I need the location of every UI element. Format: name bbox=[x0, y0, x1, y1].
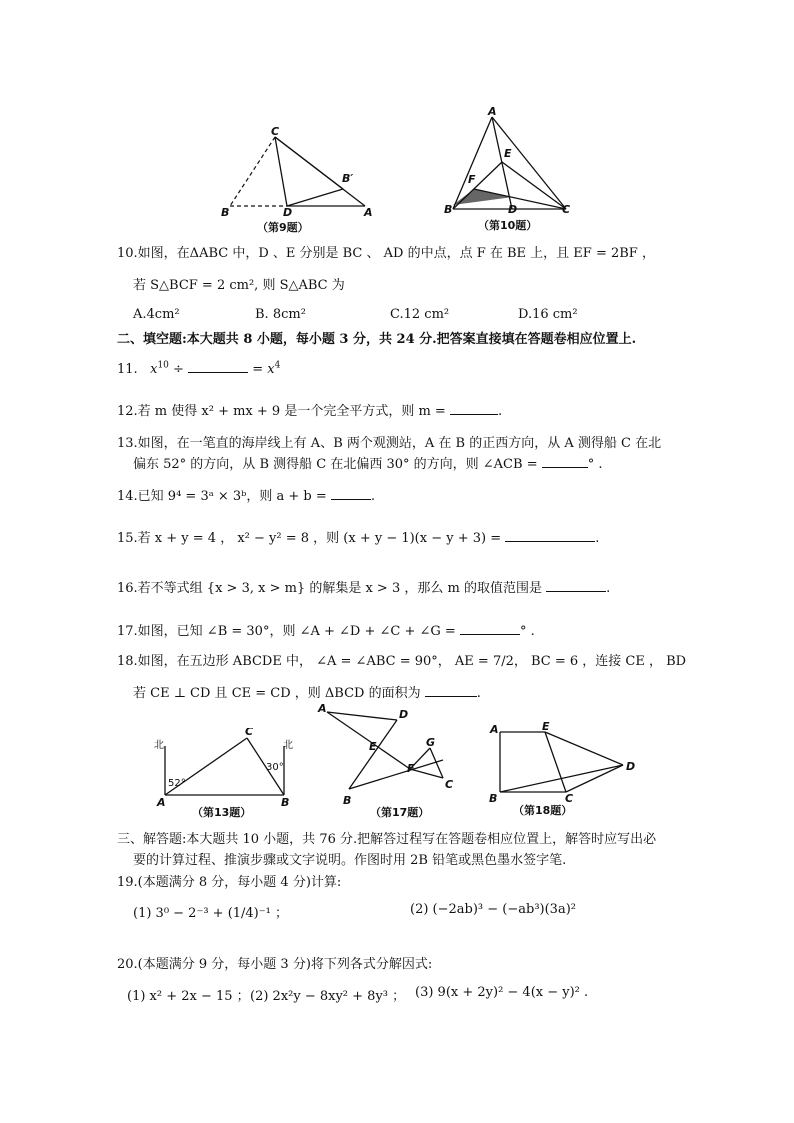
fig18-caption: （第18题） bbox=[513, 804, 573, 817]
fig18-label-C: C bbox=[565, 792, 574, 805]
figure-13 bbox=[150, 728, 305, 823]
q10-option-d: D.16 cm² bbox=[518, 307, 578, 322]
question-19-part1: (1) 3⁰ − 2⁻³ + (1/4)⁻¹ ； bbox=[133, 906, 288, 921]
fig10-caption: （第10题） bbox=[478, 219, 538, 232]
question-18-line1: 18.如图，在五边形 ABCDE 中， ∠A = ∠ABC = 90°， AE = 7/2， BC = 6 ，连接 CE ， BD bbox=[117, 654, 687, 669]
figure-10 bbox=[440, 105, 585, 235]
fig17-label-B: B bbox=[343, 794, 352, 807]
q10-option-b: B. 8cm² bbox=[255, 307, 306, 322]
question-17: 17.如图，已知 ∠B = 30°，则 ∠A + ∠D + ∠C + ∠G = ° . bbox=[117, 624, 535, 639]
fig13-label-C: C bbox=[245, 728, 254, 738]
q15-blank bbox=[505, 529, 595, 542]
q18-blank bbox=[425, 684, 477, 697]
question-19-title: 19.(本题满分 8 分，每小题 4 分)计算: bbox=[117, 875, 342, 890]
q14-blank bbox=[331, 487, 371, 500]
q10-option-c: C.12 cm² bbox=[390, 307, 450, 322]
fig13-north-right: 北 bbox=[283, 740, 293, 751]
question-18-line2: 若 CE ⊥ CD 且 CE = CD ，则 ΔBCD 的面积为 . bbox=[133, 686, 481, 701]
fig18-label-E: E bbox=[542, 720, 550, 733]
question-13-line2: 偏东 52° 的方向，从 B 测得船 C 在北偏西 30° 的方向，则 ∠ACB = ° . bbox=[133, 457, 603, 472]
q13-blank bbox=[542, 455, 588, 468]
q12-blank bbox=[450, 402, 498, 415]
q14-text: 14.已知 9⁴ = 3ᵃ × 3ᵇ，则 a + b = bbox=[117, 489, 327, 504]
q18-text: 若 CE ⊥ CD 且 CE = CD ，则 ΔBCD 的面积为 bbox=[133, 686, 421, 701]
fig9-label-D: D bbox=[283, 206, 293, 219]
question-16: 16.若不等式组 {x > 3, x > m} 的解集是 x > 3 ，那么 m 的取值范围是 . bbox=[117, 581, 611, 596]
fig13-label-B: B bbox=[281, 796, 290, 809]
question-13-line1: 13.如图，在一笔直的海岸线上有 A、B 两个观测站，A 在 B 的正西方向，从 A 测得船 C 在北 bbox=[117, 436, 662, 451]
q11-number: 11. bbox=[117, 362, 138, 377]
fig13-angle-30: 30° bbox=[266, 762, 284, 773]
figure-18 bbox=[485, 720, 645, 820]
fig9-caption: （第9题） bbox=[257, 221, 309, 234]
q17-blank bbox=[460, 622, 520, 635]
fig18-label-D: D bbox=[626, 760, 636, 773]
figure-17 bbox=[315, 700, 465, 822]
q16-blank bbox=[546, 579, 606, 592]
question-14: 14.已知 9⁴ = 3ᵃ × 3ᵇ，则 a + b = . bbox=[117, 489, 376, 504]
question-15: 15.若 x + y = 4 ， x² − y² = 8 ，则 (x + y − 1)(x − y + 3) = . bbox=[117, 531, 600, 546]
question-10-line1: 10.如图，在ΔABC 中，D 、E 分别是 BC 、 AD 的中点，点 F 在 BE 上，且 EF = 2BF ， bbox=[117, 246, 655, 261]
question-12: 12.若 m 使得 x² + mx + 9 是一个完全平方式，则 m = . bbox=[117, 404, 503, 419]
section-3-heading-line2: 要的计算过程、推演步骤或文字说明。作图时用 2B 铅笔或黑色墨水签字笔. bbox=[133, 853, 567, 868]
question-19-part2: (2) (−2ab)³ − (−ab³)(3a)² bbox=[410, 902, 576, 917]
fig10-label-A: A bbox=[488, 105, 497, 118]
q16-text: 16.若不等式组 {x > 3, x > m} 的解集是 x > 3 ，那么 m 的取值范围是 bbox=[117, 581, 542, 596]
q15-text: 15.若 x + y = 4 ， x² − y² = 8 ，则 (x + y − 1)(x − y + 3) = bbox=[117, 531, 502, 546]
fig17-label-E: E bbox=[369, 740, 377, 753]
question-20-part1: (1) x² + 2x − 15 ； bbox=[127, 989, 250, 1004]
fig13-caption: （第13题） bbox=[192, 806, 252, 819]
question-11: 11. $x^{10}$ ÷ = $x^4$ bbox=[117, 360, 281, 377]
fig17-caption: （第17题） bbox=[370, 806, 430, 819]
question-10-line2: 若 S△BCF = 2 cm², 则 S△ABC 为 bbox=[133, 278, 345, 293]
fig17-label-G: G bbox=[426, 736, 436, 749]
fig9-label-B-prime: B′ bbox=[342, 172, 354, 185]
section-2-heading: 二、填空题:本大题共 8 小题，每小题 3 分，共 24 分.把答案直接填在答题卷相应位置上. bbox=[117, 332, 637, 347]
fig13-label-A: A bbox=[157, 796, 166, 809]
fig9-label-B: B bbox=[221, 206, 230, 219]
question-20-title: 20.(本题满分 9 分，每小题 3 分)将下列各式分解因式: bbox=[117, 957, 433, 972]
fig10-label-C: C bbox=[562, 203, 571, 216]
fig10-label-F: F bbox=[468, 173, 476, 186]
q13-text: 偏东 52° 的方向，从 B 测得船 C 在北偏西 30° 的方向，则 ∠ACB = bbox=[133, 457, 538, 472]
fig10-label-D: D bbox=[508, 203, 518, 216]
question-20-part2: (2) 2x²y − 8xy² + 8y³ ； bbox=[250, 989, 406, 1004]
fig13-angle-52: 52° bbox=[168, 778, 186, 789]
fig10-label-E: E bbox=[504, 147, 512, 160]
fig17-label-A: A bbox=[318, 702, 327, 715]
fig18-label-A: A bbox=[490, 723, 499, 736]
fig17-label-D: D bbox=[399, 708, 409, 721]
q17-text: 17.如图，已知 ∠B = 30°，则 ∠A + ∠D + ∠C + ∠G = bbox=[117, 624, 456, 639]
fig9-label-A: A bbox=[364, 206, 373, 219]
fig17-label-C: C bbox=[445, 778, 454, 791]
fig17-label-F: F bbox=[407, 762, 415, 775]
fig18-label-B: B bbox=[489, 792, 498, 805]
figure-9 bbox=[215, 125, 375, 235]
q11-blank bbox=[188, 360, 248, 373]
fig10-label-B: B bbox=[444, 203, 453, 216]
fig9-label-C: C bbox=[271, 125, 280, 138]
section-3-heading-line1: 三、解答题:本大题共 10 小题，共 76 分.把解答过程写在答题卷相应位置上，解答时应写出必 bbox=[117, 832, 657, 847]
q10-option-a: A.4cm² bbox=[133, 307, 180, 322]
question-20-part3: (3) 9(x + 2y)² − 4(x − y)² . bbox=[415, 985, 589, 1000]
q12-text: 12.若 m 使得 x² + mx + 9 是一个完全平方式，则 m = bbox=[117, 404, 446, 419]
fig13-north-left: 北 bbox=[154, 740, 164, 751]
